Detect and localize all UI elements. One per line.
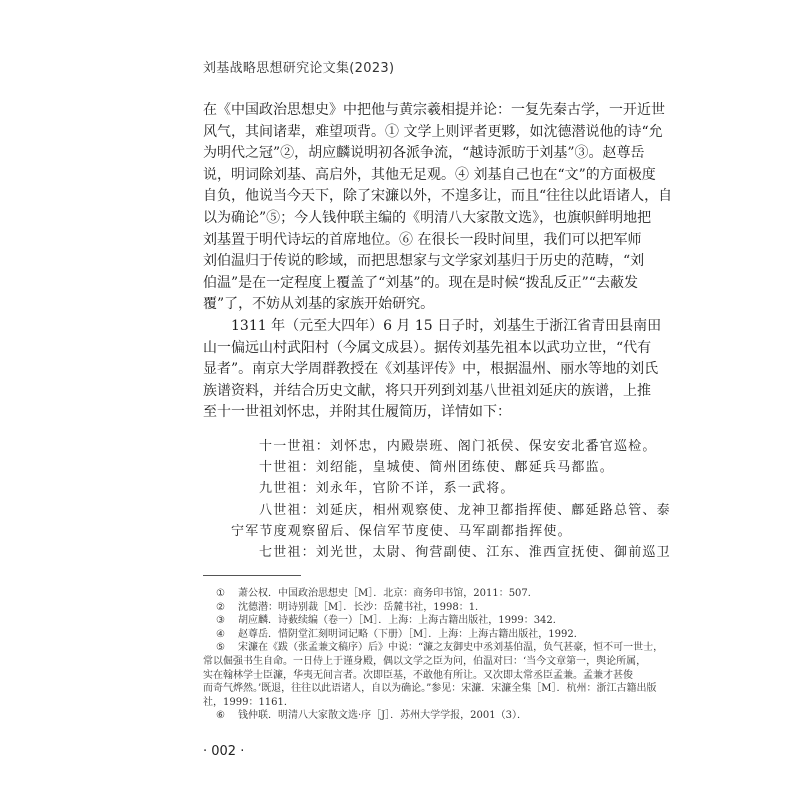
body-text-line: 自负，他说当今天下，除了宋濂以外，不遑多让，而且“往往以此语诸人，自 — [203, 188, 673, 205]
footnote-text: 钱仲联．明清八大家散文选·序［J］．苏州大学学报，2001（3）． — [238, 710, 527, 722]
body-text-line: 覆”了，不妨从刘基的家族开始研究。 — [203, 296, 435, 313]
body-text-line: 至十一世祖刘怀忠，并附其仕履简历，详情如下： — [203, 404, 511, 421]
footnote-marker: ① — [216, 588, 225, 599]
body-text-line: 山一偏远山村武阳村（今属文成县）。据传刘基先祖本以武功立世，“代有 — [203, 339, 652, 356]
footnote-marker: ③ — [216, 615, 225, 627]
body-text-line: 1311 年（元至大四年）6 月 15 日子时，刘基生于浙江省青田县南田 — [231, 318, 662, 334]
body-text-line: 风气，其间诸辈，难望项背。① 文学上则评者更夥，如沈德潜说他的诗“允 — [203, 123, 663, 140]
footnote-text: 萧公权．中国政治思想史［M］．北京：商务印书馆，2011：507． — [238, 588, 538, 599]
body-text-line: 刘基置于明代诗坛的首席地位。⑥ 在很长一段时间里，我们可以把军师 — [203, 231, 642, 248]
body-text-line: 在《中国政治思想史》中把他与黄宗羲相提并论：一复先秦古学，一开近世 — [203, 102, 665, 118]
footnote-text: 胡应麟．诗薮续编（卷一）［M］．上海：上海古籍出版社，1999：342． — [238, 615, 563, 627]
footnote-marker: ④ — [216, 628, 225, 640]
body-text-line: 刘伯温归于传说的畛域，而把思想家与文学家刘基归于历史的范畴，“刘 — [203, 253, 645, 270]
footnote-text: 沈德潜：明诗别裁［M］．长沙：岳麓书社，1998：1． — [238, 601, 486, 613]
footnote-divider — [203, 575, 301, 576]
genealogy-line: 七世祖：刘光世，太尉、徇营副使、江东、淮西宣抚使、御前巡卫 — [259, 545, 671, 560]
body-text-line: 伯温”是在一定程度上覆盖了“刘基”的。现在是时候“拨乱反正”“去蔽发 — [203, 274, 638, 291]
footnote-text: 宋濂在《跋（张孟兼文稿序）后》中说：“濂之友御史中丞刘基伯温，负气甚豪，恒不可一世士， — [238, 642, 664, 654]
footnote-marker: ② — [216, 601, 225, 613]
body-text-line: 说，明词除刘基、高启外，其他无足观。④ 刘基自己也在“文”的方面极度 — [203, 166, 656, 183]
body-text-line: 以为确论”⑤；今人钱仲联主编的《明清八大家散文选》，也旗帜鲜明地把 — [203, 210, 652, 226]
footnote-text: 赵尊岳．惜阴堂汇刻明词记略（下册）［M］．上海：上海古籍出版社，1992． — [238, 628, 584, 640]
footnote-text: 常以倔强书生自命。一日侍上于谨身殿，偶以文学之臣为问，伯温对曰：‘当今文章第一，舆论所属， — [203, 656, 647, 667]
body-text-line: 族谱资料，并结合历史文献，将只开列到刘基八世祖刘延庆的族谱，上推 — [203, 382, 651, 399]
genealogy-line: 九世祖：刘永年，官阶不详，系一武将。 — [259, 481, 515, 497]
footnote-marker: ⑤ — [216, 642, 225, 654]
genealogy-line: 宁军节度观察留后、保信军节度使、马军副都指挥使。 — [231, 523, 572, 539]
footnote-text: 而奇气烨然。’既退，往往以此语诸人，自以为确论。”参见：宋濂．宋濂全集［M］．杭州：浙江古籍出版 — [203, 683, 657, 695]
footnote-text: 社，1999：1161． — [203, 696, 294, 708]
footnote-text: 实在翰林学士臣濂，华夷无间言者。次即臣基，不敢他有所让。又次即太常丞臣孟兼。孟兼才甚俊 — [203, 669, 633, 681]
footnote-marker: ⑥ — [216, 710, 225, 722]
genealogy-line: 八世祖：刘延庆，相州观察使、龙神卫都指挥使、鄜延路总管、泰 — [259, 502, 671, 518]
genealogy-line: 十一世祖：刘怀忠，内殿崇班、阁门祇侯、保安安北番官巡检。 — [259, 439, 657, 454]
running-header: 刘基战略思想研究论文集(2023) — [203, 61, 395, 76]
body-text-line: 为明代之冠”②，胡应麟说明初各派争流，“越诗派昉于刘基”③。赵尊岳 — [203, 145, 645, 162]
page-number: · 002 · — [203, 744, 245, 759]
genealogy-line: 十世祖：刘绍能，皇城使、简州团练使、鄜延兵马都监。 — [259, 460, 615, 476]
body-text-line: 显者”。南京大学周群教授在《刘基评传》中，根据温州、丽水等地的刘氏 — [203, 361, 659, 378]
